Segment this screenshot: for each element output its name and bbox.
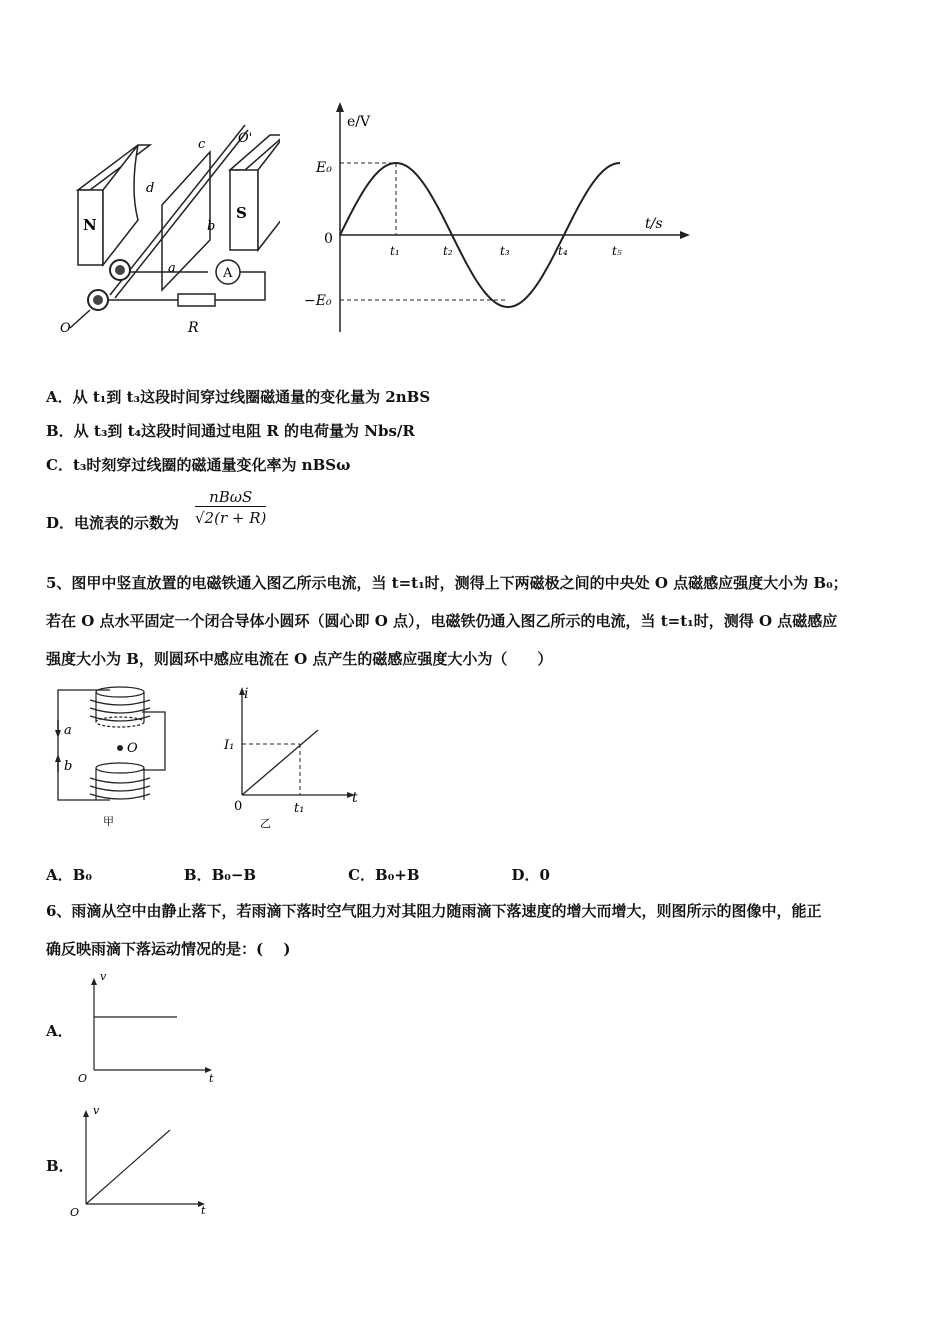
n-pole-label: N [83,216,97,234]
a-label: a [168,261,176,276]
option-b: B．从 t₃到 t₄这段时间通过电阻 R 的电荷量为 Nbs/R [46,422,415,440]
current-time-graph [222,682,367,832]
q5-option-c: C．B₀+B [348,866,420,884]
q5-line-1: 5、图甲中竖直放置的电磁铁通入图乙所示电流，当 t=t₁时，测得上下两磁极之间的中央处 O 点磁感应强度大小为 B₀； [46,574,848,592]
generator-diagram [50,100,280,345]
v-axis-label-a: v [100,970,107,983]
v-axis-label-b: v [93,1104,100,1117]
i-axis-label: i [244,686,249,702]
q5-option-d: D．0 [511,866,550,884]
origin-label-b: O [70,1206,80,1219]
t-axis-label-b: t [201,1204,206,1217]
b-label: b [207,219,216,234]
t1-tick: t₁ [390,244,400,258]
q5-option-b: B．B₀−B [183,866,257,884]
t-axis-label-a: t [209,1072,214,1085]
d-label: d [146,181,155,196]
option-a: A．从 t₁到 t₃这段时间穿过线圈磁通量的变化量为 2nBS [46,388,431,406]
i1-label: I₁ [224,738,235,753]
t1-label-yi: t₁ [294,801,305,816]
origin-label: 0 [324,231,333,247]
origin-label-yi: 0 [234,799,243,814]
q6-line-1: 6、雨滴从空中由静止落下，若雨滴下落时空气阻力对其阻力随雨滴下落速度的增大而增大，则图所示的图像中，能正 [46,902,822,920]
linear-velocity-line [86,1130,170,1204]
electromagnet-diagram [50,682,180,832]
t-axis-label-yi: t [352,790,358,806]
q5-options-row [46,864,642,885]
q6-option-a-label: A． [46,1022,73,1040]
option-d: D．电流表的示数为 [46,514,180,532]
option-c: C．t₃时刻穿过线圈的磁通量变化率为 nBSω [46,456,351,474]
e0-label: E₀ [316,160,332,176]
q6-graph-a [72,970,222,1090]
q5-line-3: 强度大小为 B，则圆环中感应电流在 O 点产生的磁感应强度大小为（ ） [46,650,553,668]
ammeter-label: A [223,266,233,281]
t5-tick: t₅ [612,244,622,258]
q6-line-2: 确反映雨滴下落运动情况的是：( ) [46,940,291,958]
t3-tick: t₃ [500,244,510,258]
resistor [178,294,215,306]
x-axis-label: t/s [645,216,663,232]
q6-option-b-label: B． [46,1157,74,1175]
a-arrow-label: a [64,723,72,738]
s-pole-label: S [236,204,247,222]
origin-label-a: O [78,1072,88,1085]
c-label: c [198,137,206,152]
emf-time-graph [300,100,700,340]
t2-tick: t₂ [443,244,453,258]
q5-line-2: 若在 O 点水平固定一个闭合导体小圆环（圆心即 O 点），电磁铁仍通入图乙所示的电流，当 t=t₁时，测得 O 点磁感应 [46,612,838,630]
b-arrow-label: b [64,759,73,774]
o-prime-label: O' [238,131,253,146]
t4-tick: t₄ [558,244,568,258]
fraction-numerator: nBωS [195,488,266,507]
o-label: O [60,321,71,336]
q6-graph-b [68,1102,218,1222]
fig-yi-caption: 乙 [260,817,271,830]
q5-option-a: A．B₀ [46,866,92,884]
o-point-label: O [127,741,138,756]
r-label: R [188,320,199,336]
fraction-denominator: √2(r + R) [195,509,267,527]
fig-jia-caption: 甲 [103,815,114,828]
neg-e0-label: −E₀ [304,293,332,309]
y-axis-label: e/V [347,114,371,130]
option-d-fraction [195,488,266,527]
